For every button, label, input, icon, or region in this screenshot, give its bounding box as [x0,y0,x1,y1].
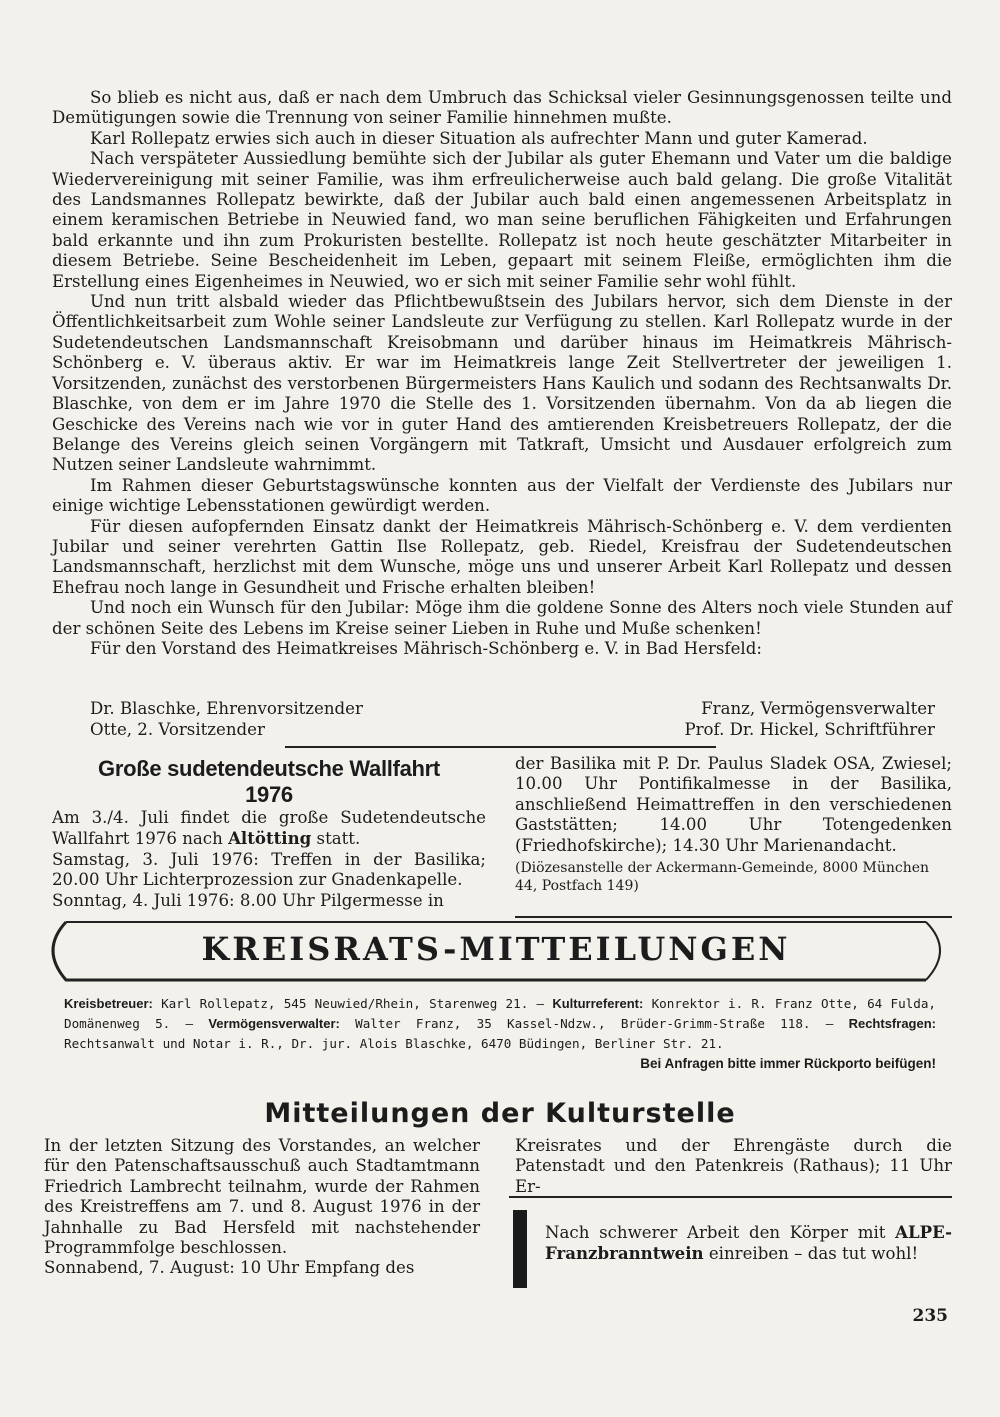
ad-text-start: Nach schwerer Arbeit den Körper mit [545,1223,896,1242]
kreisrat-contacts [64,994,936,1054]
divider [515,916,952,918]
article-body [52,88,952,659]
signature-franz: Franz, Vermögensverwalter [701,699,935,718]
wallfahrt-sunday: Sonntag, 4. Juli 1976: 8.00 Uhr Pilgermesse in [52,890,444,910]
kreisrat-banner [46,920,946,982]
kulturstelle-title: Mitteilungen der Kulturstelle [264,1098,736,1129]
signature-otte: Otte, 2. Vorsitzender [90,720,265,739]
page-number: 235 [912,1306,948,1326]
contact-rechtsfragen: Rechtsanwalt und Notar i. R., Dr. jur. Alois Blaschke, 6470 Büdingen, Berliner Str. 21. [64,1036,724,1051]
signature-blaschke: Dr. Blaschke, Ehrenvorsitzender [90,699,363,718]
wallfahrt-article [52,754,486,911]
divider [285,746,716,748]
paragraph: Im Rahmen dieser Geburtstagswünsche konnten aus der Vielfalt der Verdienste des Jubilars nur einige wichtige Lebensstationen gewürdigt werden. [52,475,952,516]
paragraph: Und noch ein Wunsch für den Jubilar: Möge ihm die goldene Sonne des Alters noch viele Stunden auf der schönen Seite des Lebens im Kreise seiner Lieben in Ruhe und Muße schenken! [52,598,952,638]
place-name: Altötting [228,828,312,849]
contact-kulturreferent: Konrektor i. R. Franz Otte, 64 Fulda, Domänenweg 5. – [64,996,936,1031]
label-kreisbetreuer: Kreisbetreuer: [64,996,153,1011]
wallfahrt-program: der Basilika mit P. Dr. Paulus Sladek OSA, Zwiesel; 10.00 Uhr Pontifikalmesse in der Basilika, anschließend Heimattreffen in den verschiedenen Gaststätten; 14.00 Uhr Totengedenken (Friedhofskirche); 14.30 Uhr Marienandacht. [515,754,952,855]
wallfahrt-intro-text: Am 3./4. Juli findet die große Sudetendeutsche Wallfahrt 1976 nach [52,808,486,849]
wallfahrt-saturday: Samstag, 3. Juli 1976: Treffen in der Basilika; 20.00 Uhr Lichterprozession zur Gnadenkapelle. [52,849,486,890]
ad-text-end: einreiben – das tut wohl! [703,1244,919,1264]
kulturstelle-saturday: Sonnabend, 7. August: 10 Uhr Empfang des [44,1258,415,1278]
kreisrat-title: KREISRATS-MITTEILUNGEN [201,930,791,968]
paragraph: Für diesen aufopfernden Einsatz dankt der Heimatkreis Mährisch-Schönberg e. V. dem verdienten Jubilar und seiner verehrten Gattin Ilse Rollepatz, geb. Riedel, Kreisfrau der Sudetendeutschen Landsmannschaft, herzlichst mit dem Wunsche, möge uns und unserer Arbeit Karl Rollepatz und dessen Ehefrau noch lange in Gesundheit und Frische erhalten bleiben! [52,516,952,597]
alpe-advertisement [545,1222,952,1265]
label-kulturreferent: Kulturreferent: [552,996,644,1011]
kulturstelle-right-column [515,1136,952,1197]
paragraph: Nach verspäteter Aussiedlung bemühte sich der Jubilar als guter Ehemann und Vater um die baldige Wiedervereinigung mit seiner Familie, was ihm erfreulicherweise auch bald gelang. Die große Vitalität des Landsmannes Rollepatz bewirkte, daß der Jubilar auch bald einen angemessenen Arbeitsplatz in einem keramischen Betriebe in Neuwied fand, wo man seine beruflichen Fähigkeiten und Erfahrungen bald erkannte und ihn zum Prokuristen bestellte. Rollepatz ist noch heute geschätzter Mitarbeiter in diesem Betriebe. Seine Bescheidenheit im Leben, gepaart mit seinem Fleiße, ermöglichten ihm die Erstellung eines Eigenheimes in Neuwied, wo er sich mit seiner Familie sehr wohl fühlt. [52,149,952,291]
paragraph: Für den Vorstand des Heimatkreises Mährisch-Schönberg e. V. in Bad Hersfeld: [90,638,762,658]
wallfahrt-title-line1: Große sudetendeutsche Wallfahrt [98,756,440,781]
contact-kreisbetreuer: Karl Rollepatz, 545 Neuwied/Rhein, Starenweg 21. – [152,996,553,1011]
label-vermoegensverwalter: Vermögensverwalter: [208,1016,340,1031]
wallfahrt-intro-end: statt. [311,829,361,849]
wallfahrt-source: (Diözesanstelle der Ackermann-Gemeinde, 8000 München 44, Postfach 149) [515,860,930,895]
kulturstelle-text-continued: Kreisrates und der Ehrengäste durch die Patenstadt und den Patenkreis (Rathaus); 11 Uhr Er- [515,1136,952,1196]
paragraph: Und nun tritt alsbald wieder das Pflichtbewußtsein des Jubilars hervor, sich dem Dienste in der Öffentlichkeitsarbeit zum Wohle seiner Landsleute zur Verfügung zu stellen. Karl Rollepatz wurde in der Sudetendeutschen Landsmannschaft Kreisobmann und darüber hinaus im Heimatkreis Mährisch-Schönberg e. V. überaus aktiv. Er war im Heimatkreis lange Zeit Stellvertreter der jeweiligen 1. Vorsitzenden, zunächst des verstorbenen Bürgermeisters Hans Kaulich und sodann des Rechtsanwalts Dr. Blaschke, von dem er im Jahre 1970 die Stelle des 1. Vorsitzenden übernahm. Von da ab liegen die Geschicke des Vereins nach wie vor in guter Hand des amtierenden Kreisbetreuers Rollepatz, der die Belange des Vereins gleich seinen Vorgängern mit Tatkraft, Umsicht und Ausdauer erfolgreich zum Nutzen seiner Landsleute wahrnimmt. [52,292,952,475]
wallfahrt-title [52,756,486,808]
paragraph: Karl Rollepatz erwies sich auch in dieser Situation als aufrechter Mann und guter Kamerad. [90,128,868,148]
kulturstelle-text: In der letzten Sitzung des Vorstandes, an welcher für den Patenschaftsausschuß auch Stadtamtmann Friedrich Lambrecht teilnahm, wurde der Rahmen des Kreistreffens am 7. und 8. August 1976 in der Jahnhalle zu Bad Hersfeld mit nachstehender Programmfolge beschlossen. [44,1136,480,1258]
wallfahrt-title-year: 1976 [245,782,293,807]
label-rechtsfragen: Rechtsfragen: [848,1016,936,1031]
ad-marker-bar [513,1210,527,1288]
contact-vermoegensverwalter: Walter Franz, 35 Kassel-Ndzw., Brüder-Grimm-Straße 118. – [339,1016,849,1031]
rueckporto-note: Bei Anfragen bitte immer Rückporto beifügen! [640,1056,936,1071]
signature-hickel: Prof. Dr. Hickel, Schriftführer [684,720,935,739]
wallfahrt-article-continued [515,754,952,895]
wallfahrt-intro [52,808,486,850]
paragraph: So blieb es nicht aus, daß er nach dem Umbruch das Schicksal vieler Gesinnungsgenossen teilte und Demütigungen sowie die Trennung von seiner Familie hinnehmen mußte. [52,88,952,128]
kulturstelle-left-column [44,1136,480,1279]
ad-brand: ALPE-Franzbranntwein [545,1222,952,1264]
divider [509,1196,952,1198]
